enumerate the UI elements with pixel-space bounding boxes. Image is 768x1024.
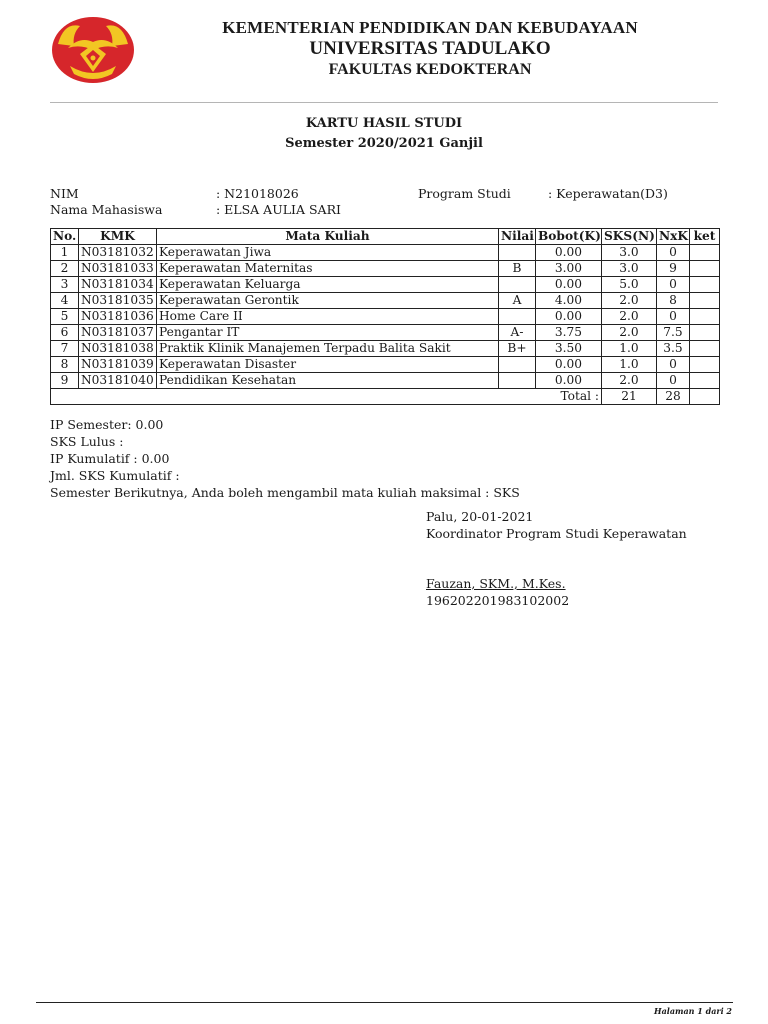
total-label: Total : — [51, 389, 602, 405]
cell-no: 8 — [51, 357, 79, 373]
cell-mk: Keperawatan Jiwa — [157, 245, 499, 261]
table-row — [51, 293, 720, 309]
cell-sks: 1.0 — [602, 357, 657, 373]
cell-bobot: 3.00 — [536, 261, 602, 277]
cell-sks: 3.0 — [602, 261, 657, 277]
cell-mk: Keperawatan Keluarga — [157, 277, 499, 293]
cell-sks: 2.0 — [602, 293, 657, 309]
cell-bobot: 0.00 — [536, 245, 602, 261]
sks-lulus: SKS Lulus : — [50, 434, 124, 449]
table-row — [51, 309, 720, 325]
cell-bobot: 3.50 — [536, 341, 602, 357]
grades-table — [50, 228, 720, 405]
cell-no: 4 — [51, 293, 79, 309]
column-header: Mata Kuliah — [157, 229, 499, 245]
cell-kmk: N03181039 — [79, 357, 157, 373]
cell-kmk: N03181033 — [79, 261, 157, 277]
footer-divider — [36, 1002, 733, 1003]
cell-ket — [690, 277, 720, 293]
cell-mk: Keperawatan Gerontik — [157, 293, 499, 309]
program-label: Program Studi — [418, 186, 511, 201]
cell-ket — [690, 373, 720, 389]
cell-kmk: N03181035 — [79, 293, 157, 309]
table-row — [51, 373, 720, 389]
university-logo-icon — [50, 14, 136, 84]
summary-block — [50, 416, 520, 501]
cell-mk: Pendidikan Kesehatan — [157, 373, 499, 389]
semester-title: Semester 2020/2021 Ganjil — [285, 136, 483, 151]
cell-sks: 2.0 — [602, 373, 657, 389]
cell-mk: Home Care II — [157, 309, 499, 325]
cell-sks: 2.0 — [602, 325, 657, 341]
cell-nxk: 0 — [657, 245, 690, 261]
table-row — [51, 341, 720, 357]
table-row — [51, 261, 720, 277]
cell-kmk: N03181034 — [79, 277, 157, 293]
cell-nxk: 0 — [657, 277, 690, 293]
cell-ket — [690, 293, 720, 309]
column-header: No. — [51, 229, 79, 245]
cell-bobot: 0.00 — [536, 309, 602, 325]
page-number: Halaman 1 dari 2 — [654, 1006, 732, 1016]
cell-sks: 2.0 — [602, 309, 657, 325]
cell-ket — [690, 357, 720, 373]
signature-name: Fauzan, SKM., M.Kes. — [426, 576, 566, 591]
cell-kmk: N03181038 — [79, 341, 157, 357]
cell-nilai: B+ — [499, 341, 536, 357]
cell-bobot: 0.00 — [536, 373, 602, 389]
cell-nxk: 8 — [657, 293, 690, 309]
cell-ket — [690, 309, 720, 325]
header — [150, 18, 710, 80]
signature-nip: 196202201983102002 — [426, 593, 570, 608]
cell-no: 7 — [51, 341, 79, 357]
cell-ket — [690, 341, 720, 357]
table-header-row — [51, 229, 720, 245]
cell-nxk: 9 — [657, 261, 690, 277]
total-nxk: 28 — [657, 389, 690, 405]
cell-nxk: 0 — [657, 357, 690, 373]
cell-nxk: 0 — [657, 373, 690, 389]
cell-nxk: 0 — [657, 309, 690, 325]
next-semester-note: Semester Berikutnya, Anda boleh mengambil mata kuliah maksimal : SKS — [50, 485, 520, 500]
column-header: SKS(N) — [602, 229, 657, 245]
cell-no: 6 — [51, 325, 79, 341]
university-name: UNIVERSITAS TADULAKO — [309, 38, 551, 59]
jml-sks-kumulatif: Jml. SKS Kumulatif : — [50, 468, 180, 483]
document-title: KARTU HASIL STUDI — [305, 116, 463, 131]
column-header: Nilai — [499, 229, 536, 245]
cell-no: 9 — [51, 373, 79, 389]
signature-role: Koordinator Program Studi Keperawatan — [426, 526, 687, 541]
total-row — [51, 389, 720, 405]
table-row — [51, 357, 720, 373]
ip-kumulatif: IP Kumulatif : 0.00 — [50, 451, 170, 466]
cell-no: 2 — [51, 261, 79, 277]
cell-bobot: 4.00 — [536, 293, 602, 309]
cell-mk: Praktik Klinik Manajemen Terpadu Balita Sakit — [157, 341, 499, 357]
column-header: Bobot(K) — [536, 229, 602, 245]
cell-no: 5 — [51, 309, 79, 325]
cell-sks: 1.0 — [602, 341, 657, 357]
nim-value: : N21018026 — [216, 186, 299, 201]
total-ket — [690, 389, 720, 405]
cell-nilai — [499, 373, 536, 389]
cell-nilai — [499, 245, 536, 261]
cell-nilai — [499, 277, 536, 293]
cell-ket — [690, 325, 720, 341]
cell-nilai — [499, 309, 536, 325]
ip-semester: IP Semester: 0.00 — [50, 417, 164, 432]
column-header: NxK — [657, 229, 690, 245]
nim-label: NIM — [50, 186, 79, 201]
cell-bobot: 0.00 — [536, 277, 602, 293]
name-label: Nama Mahasiswa — [50, 202, 163, 217]
cell-kmk: N03181037 — [79, 325, 157, 341]
faculty-name: FAKULTAS KEDOKTERAN — [328, 61, 532, 78]
cell-ket — [690, 261, 720, 277]
cell-nilai — [499, 357, 536, 373]
cell-mk: Pengantar IT — [157, 325, 499, 341]
cell-ket — [690, 245, 720, 261]
header-divider — [50, 102, 718, 103]
total-sks: 21 — [602, 389, 657, 405]
cell-no: 3 — [51, 277, 79, 293]
cell-mk: Keperawatan Maternitas — [157, 261, 499, 277]
name-value: : ELSA AULIA SARI — [216, 202, 341, 217]
cell-nxk: 3.5 — [657, 341, 690, 357]
cell-nxk: 7.5 — [657, 325, 690, 341]
column-header: KMK — [79, 229, 157, 245]
table-row — [51, 245, 720, 261]
cell-kmk: N03181036 — [79, 309, 157, 325]
cell-nilai: B — [499, 261, 536, 277]
table-row — [51, 325, 720, 341]
cell-sks: 5.0 — [602, 277, 657, 293]
ministry-name: KEMENTERIAN PENDIDIKAN DAN KEBUDAYAAN — [222, 18, 638, 37]
cell-bobot: 3.75 — [536, 325, 602, 341]
cell-bobot: 0.00 — [536, 357, 602, 373]
column-header: ket — [690, 229, 720, 245]
cell-nilai: A — [499, 293, 536, 309]
cell-sks: 3.0 — [602, 245, 657, 261]
table-row — [51, 277, 720, 293]
cell-nilai: A- — [499, 325, 536, 341]
cell-kmk: N03181040 — [79, 373, 157, 389]
cell-no: 1 — [51, 245, 79, 261]
cell-kmk: N03181032 — [79, 245, 157, 261]
program-value: : Keperawatan(D3) — [548, 186, 668, 201]
cell-mk: Keperawatan Disaster — [157, 357, 499, 373]
signature-place-date: Palu, 20-01-2021 — [426, 509, 534, 524]
